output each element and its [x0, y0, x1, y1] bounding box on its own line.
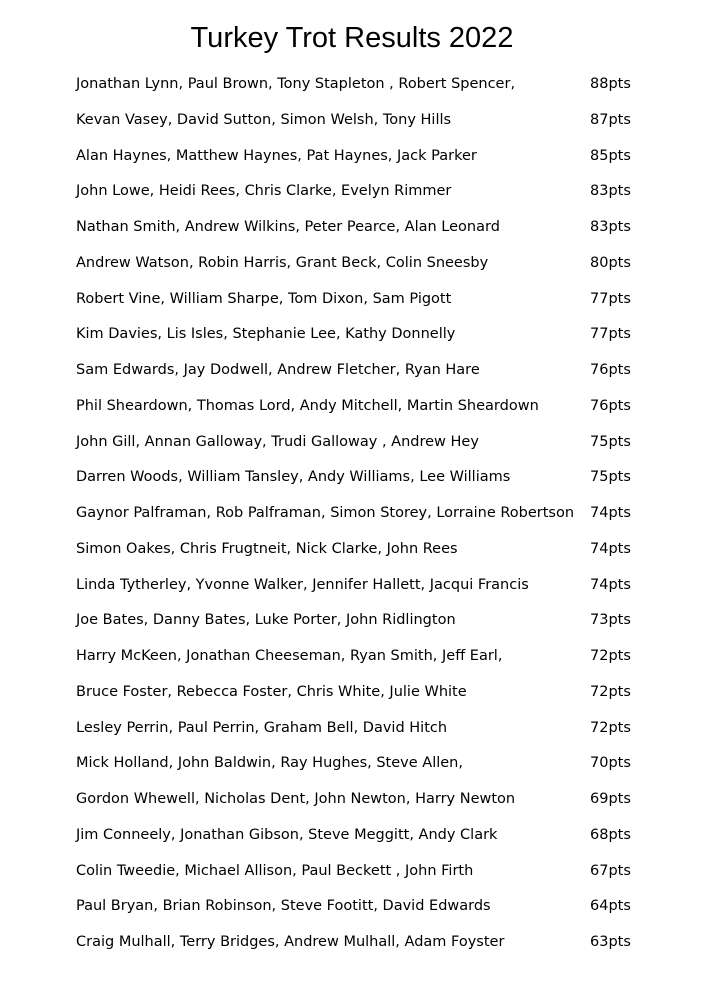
team-points: 68pts — [590, 826, 631, 843]
result-row — [76, 746, 636, 782]
team-points: 73pts — [590, 612, 631, 629]
team-points: 72pts — [590, 683, 631, 700]
result-row — [76, 711, 636, 747]
team-names: Mick Holland, John Baldwin, Ray Hughes, Steve Allen, — [76, 755, 463, 772]
team-names: Paul Bryan, Brian Robinson, Steve Footitt, David Edwards — [76, 898, 491, 915]
team-names: Sam Edwards, Jay Dodwell, Andrew Fletcher, Ryan Hare — [76, 362, 480, 378]
team-names: Jim Conneely, Jonathan Gibson, Steve Meggitt, Andy Clark — [76, 826, 498, 843]
team-names: Harry McKeen, Jonathan Cheeseman, Ryan Smith, Jeff Earl, — [76, 648, 503, 664]
team-names: Linda Tytherley, Yvonne Walker, Jennifer Hallett, Jacqui Francis — [76, 576, 529, 593]
result-row — [76, 425, 636, 461]
team-points: 83pts — [590, 219, 631, 235]
team-points: 72pts — [590, 719, 631, 736]
team-points: 74pts — [590, 540, 631, 557]
team-points: 76pts — [590, 362, 631, 378]
team-points: 75pts — [590, 433, 631, 450]
team-names: Andrew Watson, Robin Harris, Grant Beck, Colin Sneesby — [76, 254, 489, 271]
result-row — [76, 675, 636, 711]
team-points: 87pts — [590, 111, 631, 128]
result-row — [76, 925, 636, 961]
team-names: Robert Vine, William Sharpe, Tom Dixon, Sam Pigott — [76, 290, 452, 307]
team-names: Simon Oakes, Chris Frugtneit, Nick Clarke, John Rees — [76, 540, 458, 557]
result-row — [76, 460, 636, 496]
result-row — [76, 818, 636, 854]
team-names: John Gill, Annan Galloway, Trudi Galloway , Andrew Hey — [76, 433, 479, 450]
result-row — [76, 532, 636, 568]
result-row — [76, 782, 636, 818]
team-names: Phil Sheardown, Thomas Lord, Andy Mitchell, Martin Sheardown — [76, 397, 539, 414]
results-list — [76, 67, 636, 961]
team-points: 69pts — [590, 791, 631, 807]
team-names: Alan Haynes, Matthew Haynes, Pat Haynes, Jack Parker — [76, 147, 477, 164]
result-row — [76, 317, 636, 353]
team-points: 75pts — [590, 469, 631, 486]
result-row — [76, 139, 636, 175]
team-names: Gordon Whewell, Nicholas Dent, John Newton, Harry Newton — [76, 791, 516, 807]
result-row — [76, 889, 636, 925]
result-row — [76, 210, 636, 246]
result-row — [76, 246, 636, 282]
team-names: Kevan Vasey, David Sutton, Simon Welsh, Tony Hills — [76, 111, 452, 128]
team-points: 88pts — [590, 76, 631, 92]
result-row — [76, 639, 636, 675]
team-points: 67pts — [590, 862, 631, 879]
team-points: 80pts — [590, 254, 631, 271]
team-points: 74pts — [590, 576, 631, 593]
result-row — [76, 854, 636, 890]
team-points: 63pts — [590, 934, 631, 950]
result-row — [76, 174, 636, 210]
team-points: 70pts — [590, 755, 631, 772]
team-names: Bruce Foster, Rebecca Foster, Chris White, Julie White — [76, 683, 467, 700]
team-points: 85pts — [590, 147, 631, 164]
team-names: Colin Tweedie, Michael Allison, Paul Beckett , John Firth — [76, 862, 474, 879]
result-row — [76, 282, 636, 318]
team-names: Gaynor Palframan, Rob Palframan, Simon Storey, Lorraine Robertson — [76, 505, 575, 521]
team-names: Joe Bates, Danny Bates, Luke Porter, John Ridlington — [76, 612, 456, 629]
result-row — [76, 389, 636, 425]
team-names: Craig Mulhall, Terry Bridges, Andrew Mulhall, Adam Foyster — [76, 934, 505, 950]
team-points: 74pts — [590, 505, 631, 521]
team-names: John Lowe, Heidi Rees, Chris Clarke, Evelyn Rimmer — [76, 183, 452, 200]
team-points: 83pts — [590, 183, 631, 200]
result-row — [76, 353, 636, 389]
result-row — [76, 568, 636, 604]
team-points: 77pts — [590, 290, 631, 307]
team-points: 72pts — [590, 648, 631, 664]
result-row — [76, 603, 636, 639]
team-names: Nathan Smith, Andrew Wilkins, Peter Pearce, Alan Leonard — [76, 219, 500, 235]
team-points: 76pts — [590, 397, 631, 414]
team-names: Lesley Perrin, Paul Perrin, Graham Bell, David Hitch — [76, 719, 448, 736]
team-points: 77pts — [590, 326, 631, 343]
page-title: Turkey Trot Results 2022 — [190, 22, 514, 54]
team-points: 64pts — [590, 898, 631, 915]
result-row — [76, 67, 636, 103]
team-names: Jonathan Lynn, Paul Brown, Tony Stapleton , Robert Spencer, — [76, 76, 516, 92]
result-row — [76, 496, 636, 532]
result-row — [76, 103, 636, 139]
team-names: Darren Woods, William Tansley, Andy Williams, Lee Williams — [76, 469, 511, 486]
team-names: Kim Davies, Lis Isles, Stephanie Lee, Kathy Donnelly — [76, 326, 456, 343]
